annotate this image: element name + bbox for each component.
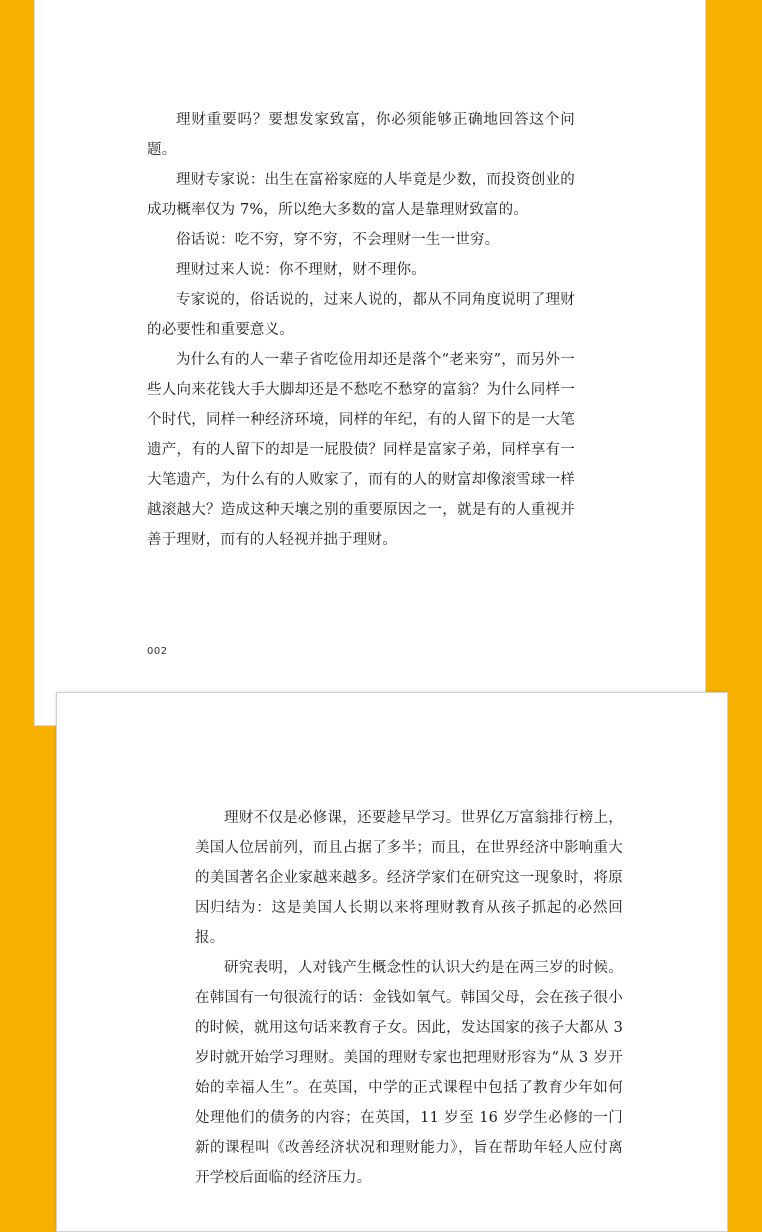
paragraph: 理财专家说：出生在富裕家庭的人毕竟是少数，而投资创业的成功概率仅为 7%，所以绝大多数的富人是靠理财致富的。 <box>147 172 575 218</box>
page-body-text <box>195 803 623 1193</box>
paragraph: 理财过来人说：你不理财，财不理你。 <box>176 262 426 278</box>
page-number: 002 <box>147 646 168 657</box>
paragraph: 专家说的，俗话说的，过来人说的，都从不同角度说明了理财的必要性和重要意义。 <box>147 292 575 338</box>
book-page-left <box>34 0 706 726</box>
paragraph: 研究表明，人对钱产生概念性的认识大约是在两三岁的时候。在韩国有一句很流行的话：金钱如氧气。韩国父母，会在孩子很小的时候，就用这句话来教育子女。因此，发达国家的孩子大都从 3 岁时就开始学习理财。美国的理财专家也把理财形容为“从 3 岁开始的幸福人生”。在英国，中学的正式课程中包括了教育少年如何处理他们的债务的内容；在英国，11 岁至 16 岁学生必修的一门新的课程叫《改善经济状况和理财能力》，旨在帮助年轻人应付离开学校后面临的经济压力。 <box>195 960 623 1186</box>
paragraph: 理财不仅是必修课，还要趁早学习。世界亿万富翁排行榜上，美国人位居前列，而且占据了多半；而且，在世界经济中影响重大的美国著名企业家越来越多。经济学家们在研究这一现象时，将原因归结为：这是美国人长期以来将理财教育从孩子抓起的必然回报。 <box>195 810 623 946</box>
page-body-text <box>147 105 575 555</box>
book-page-right <box>56 692 728 1232</box>
paragraph: 理财重要吗？要想发家致富，你必须能够正确地回答这个问题。 <box>147 112 575 158</box>
paragraph: 为什么有的人一辈子省吃俭用却还是落个“老来穷”，而另外一些人向来花钱大手大脚却还是不愁吃不愁穿的富翁？为什么同样一个时代，同样一种经济环境，同样的年纪，有的人留下的是一大笔遗产，有的人留下的却是一屁股债？同样是富家子弟，同样享有一大笔遗产，为什么有的人败家了，而有的人的财富却像滚雪球一样越滚越大？造成这种天壤之别的重要原因之一，就是有的人重视并善于理财，而有的人轻视并拙于理财。 <box>147 352 575 548</box>
paragraph: 俗话说：吃不穷，穿不穷，不会理财一生一世穷。 <box>176 232 500 248</box>
